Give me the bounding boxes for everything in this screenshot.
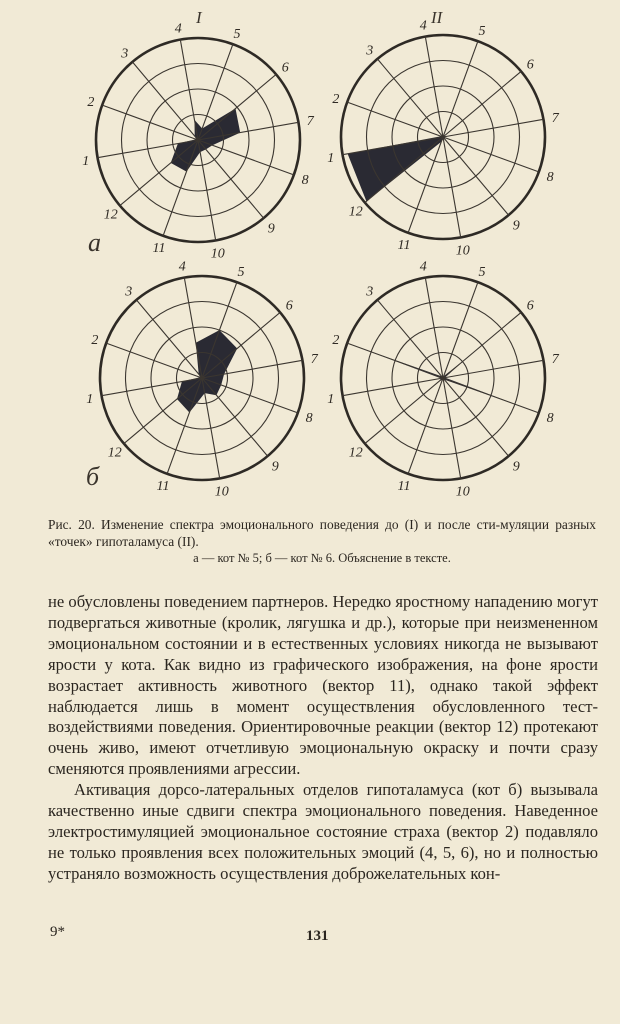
spoke-label-5: 5 [237, 264, 245, 280]
spoke-label-7: 7 [310, 352, 318, 368]
spoke-label-3: 3 [366, 43, 374, 59]
spoke-10 [198, 140, 216, 241]
emotion-spectrum-figure [0, 0, 620, 510]
spoke-label-1: 1 [86, 391, 94, 407]
spoke-label-12: 12 [348, 204, 363, 220]
spoke-label-2: 2 [91, 333, 99, 348]
spoke-4 [184, 278, 202, 379]
spoke-label-1: 1 [327, 150, 335, 166]
spoke-label-12: 12 [103, 207, 118, 223]
caption-text: Рис. 20. Изменение спектра эмоционального поведения до (I) и после сти-муляции разных «точек» гипоталамуса (II). [48, 517, 596, 549]
spoke-label-2: 2 [332, 92, 340, 107]
spoke-label-1: 1 [82, 153, 90, 169]
polar-chart-a-II [327, 19, 560, 259]
row-label-a: а [88, 228, 101, 257]
spoke-label-7: 7 [551, 111, 559, 127]
spoke-label-11: 11 [156, 479, 170, 495]
caption-legend: а — кот № 5; б — кот № 6. Объяснение в тексте. [193, 551, 451, 565]
spoke-label-7: 7 [306, 114, 314, 130]
page-number: 131 [306, 928, 329, 944]
spoke-label-6: 6 [526, 57, 534, 73]
spoke-4 [180, 40, 198, 141]
spoke-label-5: 5 [478, 23, 486, 39]
body-text [48, 592, 598, 885]
spoke-label-5: 5 [478, 264, 486, 280]
signature-mark: 9* [50, 924, 65, 940]
spoke-label-4: 4 [174, 21, 182, 37]
spoke-label-11: 11 [397, 238, 411, 254]
column-label-II: II [431, 8, 443, 27]
spoke-label-4: 4 [419, 18, 427, 34]
paragraph-2: Активация дорсо-латеральных отделов гипоталамуса (кот б) вызывала качественно иные сдвиги спектра эмоционального поведения. Наведенное электростимуляцией эмоциональное состояние страха (вектор 2) подавляло не только проявления всех положительных эмоций (4, 5, 6), но и полностью устраняло возможность осуществления доброжелательных кон- [48, 780, 598, 883]
spoke-label-7: 7 [551, 352, 559, 368]
spoke-10 [443, 378, 461, 479]
paragraph-1: не обусловлены поведением партнеров. Нередко яростному нападению могут подвергаться животные (кролик, лягушка и др.), которые при неизмененном эмоциональном состоянии и в естественных условиях никогда не вызывают ярости у кота. Как видно из графического изображения, на фоне ярости возрастает активность животного (вектор 11), однако такой эффект наблюдается лишь в момент осуществления обусловленного тест-воздействиями поведения. Ориентировочные реакции (вектор 12) протекают очень живо, имеют отчетливую эмоциональную окраску и почти сразу сменяются проявлениями агрессии. [48, 592, 598, 779]
spoke-label-12: 12 [348, 445, 363, 461]
spoke-1 [343, 378, 444, 396]
spoke-label-10: 10 [214, 484, 229, 500]
polar-chart-b-I [86, 260, 319, 500]
spoke-label-4: 4 [419, 259, 427, 275]
spoke-label-8: 8 [301, 173, 309, 188]
spoke-label-10: 10 [210, 246, 225, 262]
spoke-7 [443, 119, 544, 137]
row-label-b: б [86, 462, 100, 491]
spoke-label-6: 6 [281, 60, 289, 76]
spoke-label-1: 1 [327, 391, 335, 407]
spoke-label-11: 11 [152, 241, 166, 257]
spoke-label-3: 3 [125, 284, 133, 300]
spoke-label-3: 3 [121, 46, 129, 62]
spoke-label-6: 6 [285, 298, 293, 314]
spoke-4 [425, 278, 443, 379]
polar-chart-b-II [327, 260, 560, 500]
spoke-label-2: 2 [332, 333, 340, 348]
spoke-label-8: 8 [546, 411, 554, 426]
spoke-10 [443, 137, 461, 238]
spoke-label-9: 9 [271, 459, 279, 475]
spoke-label-10: 10 [455, 484, 470, 500]
spoke-label-9: 9 [267, 221, 275, 237]
spoke-label-9: 9 [512, 218, 520, 234]
spoke-label-4: 4 [178, 259, 186, 275]
spoke-label-12: 12 [107, 445, 122, 461]
spoke-label-11: 11 [397, 479, 411, 495]
spoke-label-8: 8 [546, 170, 554, 185]
spoke-label-8: 8 [305, 411, 313, 426]
spoke-7 [443, 360, 544, 378]
spoke-label-10: 10 [455, 243, 470, 259]
polar-chart-a-I [82, 22, 315, 262]
spoke-label-6: 6 [526, 298, 534, 314]
spoke-label-3: 3 [366, 284, 374, 300]
column-label-I: I [196, 8, 202, 27]
figure-caption [48, 516, 596, 567]
spoke-label-2: 2 [87, 95, 95, 110]
spoke-label-5: 5 [233, 26, 241, 42]
spoke-label-9: 9 [512, 459, 520, 475]
spoke-4 [425, 37, 443, 138]
emotion-profile-shape [177, 330, 237, 412]
